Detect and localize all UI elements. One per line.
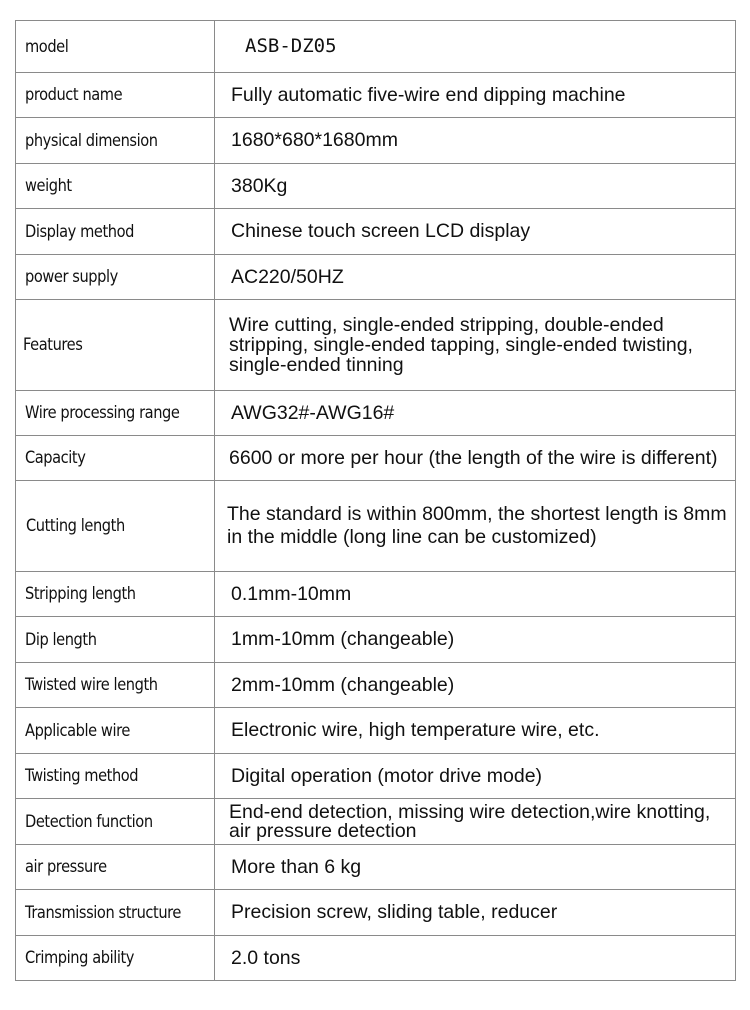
row-label: Display method [16,209,215,255]
row-label: weight [16,164,215,209]
table-row [16,164,736,209]
row-value: 0.1mm-10mm [215,572,736,617]
row-label: physical dimension [16,118,215,164]
table-row [16,21,736,73]
row-label: Dip length [16,617,215,663]
table-row [16,708,736,754]
table-row [16,663,736,708]
row-value: 2.0 tons [215,936,736,981]
row-value: AC220/50HZ [215,255,736,300]
row-value: Precision screw, sliding table, reducer [215,890,736,936]
row-label: product name [16,73,215,118]
table-row [16,118,736,164]
table-row [16,572,736,617]
row-value: 380Kg [215,164,736,209]
row-value: The standard is within 800mm, the shortest length is 8mm in the middle (long line can be customized) [215,481,736,572]
row-label: model [16,21,215,73]
spec-table [15,20,736,981]
table-row [16,799,736,845]
table-row [16,845,736,890]
table-row [16,890,736,936]
row-value: 1680*680*1680mm [215,118,736,164]
row-label: Crimping ability [16,936,215,981]
row-value: Digital operation (motor drive mode) [215,754,736,799]
row-value: Fully automatic five-wire end dipping machine [215,73,736,118]
row-label: Cutting length [16,481,215,572]
row-label: air pressure [16,845,215,890]
row-value: Electronic wire, high temperature wire, etc. [215,708,736,754]
row-value: Chinese touch screen LCD display [215,209,736,255]
table-row [16,300,736,391]
row-label: power supply [16,255,215,300]
table-row [16,209,736,255]
row-label: Applicable wire [16,708,215,754]
table-row [16,617,736,663]
row-value: 1mm-10mm (changeable) [215,617,736,663]
row-label: Detection function [16,799,215,845]
table-row [16,481,736,572]
row-label: Twisting method [16,754,215,799]
row-label: Stripping length [16,572,215,617]
row-label: Capacity [16,436,215,481]
row-value: More than 6 kg [215,845,736,890]
table-row [16,255,736,300]
row-value: 2mm-10mm (changeable) [215,663,736,708]
table-row [16,73,736,118]
row-label: Twisted wire length [16,663,215,708]
row-value: End-end detection, missing wire detection,wire knotting, air pressure detection [215,799,736,845]
row-value: AWG32#-AWG16# [215,391,736,436]
table-row [16,436,736,481]
row-value: 6600 or more per hour (the length of the wire is different) [215,436,736,481]
row-label: Transmission structure [16,890,215,936]
row-label: Features [16,300,215,391]
table-row [16,936,736,981]
row-label: Wire processing range [16,391,215,436]
table-row [16,391,736,436]
table-row [16,754,736,799]
row-value: ASB-DZ05 [215,21,736,73]
row-value: Wire cutting, single-ended stripping, double-ended stripping, single-ended tapping, single-ended twisting, single-ended tinning [215,300,736,391]
